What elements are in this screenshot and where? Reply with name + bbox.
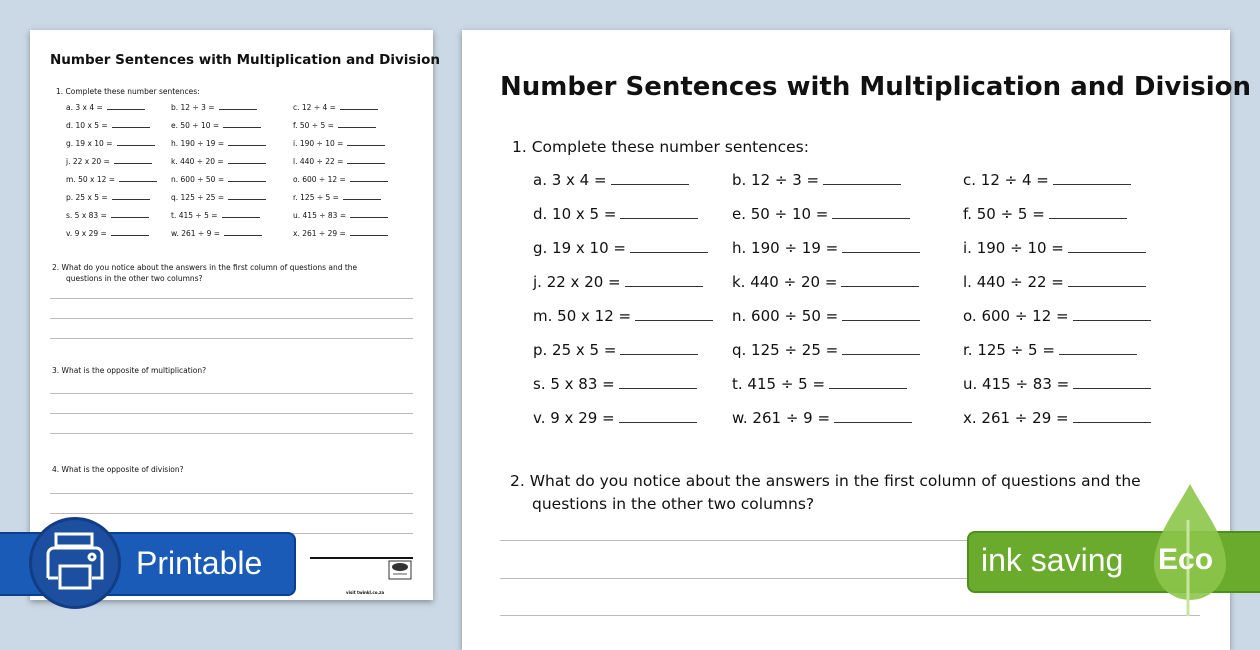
answer-blank[interactable] [841,286,919,287]
answer-line [50,433,413,434]
number-sentence [171,175,266,184]
sentence-text: x. 261 ÷ 29 = [963,409,1069,427]
sentence-text: o. 600 ÷ 12 = [963,307,1069,325]
answer-blank[interactable] [340,109,378,110]
sentence-text: m. 50 x 12 = [66,175,116,184]
answer-blank[interactable] [635,320,713,321]
answer-blank[interactable] [1059,354,1137,355]
answer-blank[interactable] [350,181,388,182]
number-sentence [66,175,157,184]
number-sentence [732,409,912,427]
number-sentence [293,175,388,184]
sentence-text: n. 600 ÷ 50 = [171,175,225,184]
answer-blank[interactable] [1053,184,1131,185]
answer-line [50,338,413,339]
answer-blank[interactable] [1073,422,1151,423]
number-sentence [66,139,155,148]
answer-blank[interactable] [107,109,145,110]
answer-blank[interactable] [823,184,901,185]
answer-blank[interactable] [223,127,261,128]
number-sentence [533,273,703,291]
answer-blank[interactable] [842,354,920,355]
sentence-text: t. 415 ÷ 5 = [171,211,218,220]
sentence-text: a. 3 x 4 = [533,171,607,189]
question-2-line-2: questions in the other two columns? [66,274,203,283]
question-4: 4. What is the opposite of division? [52,465,184,474]
number-sentence [533,307,713,325]
sentence-text: q. 125 ÷ 25 = [732,341,839,359]
answer-line [500,615,1200,616]
answer-line [50,513,413,514]
worksheet-title: Number Sentences with Multiplication and Division [50,52,440,68]
answer-blank[interactable] [1073,320,1151,321]
answer-blank[interactable] [1068,252,1146,253]
number-sentence [66,229,149,238]
answer-blank[interactable] [228,181,266,182]
answer-blank[interactable] [1073,388,1151,389]
sentence-text: k. 440 ÷ 20 = [171,157,224,166]
footer-text: visit twinkl.co.za [346,590,385,595]
sentence-text: w. 261 ÷ 9 = [732,409,831,427]
sentence-text: l. 440 ÷ 22 = [963,273,1064,291]
number-sentence [732,341,920,359]
answer-blank[interactable] [347,163,385,164]
sentence-text: e. 50 ÷ 10 = [732,205,829,223]
printer-icon [29,517,121,609]
sentence-text: m. 50 x 12 = [533,307,632,325]
sentence-text: s. 5 x 83 = [533,375,615,393]
number-sentence [533,375,697,393]
number-sentence [732,375,907,393]
answer-line [50,298,413,299]
question-2-line-1: 2. What do you notice about the answers in the first column of questions and the [52,263,358,272]
number-sentence [533,239,708,257]
twinkl-logo-icon [388,560,412,580]
answer-blank[interactable] [620,354,698,355]
answer-blank[interactable] [834,422,912,423]
sentence-text: b. 12 ÷ 3 = [732,171,820,189]
answer-blank[interactable] [111,235,149,236]
number-sentence [293,211,388,220]
sentence-text: l. 440 ÷ 22 = [293,157,344,166]
number-sentence [963,171,1131,189]
sentence-text: c. 12 ÷ 4 = [293,103,336,112]
sentence-text: v. 9 x 29 = [66,229,107,238]
footer-line [310,557,413,559]
number-sentence [171,157,266,166]
answer-blank[interactable] [228,199,266,200]
answer-blank[interactable] [1068,286,1146,287]
answer-blank[interactable] [625,286,703,287]
answer-blank[interactable] [228,145,266,146]
answer-blank[interactable] [219,109,257,110]
answer-blank[interactable] [832,218,910,219]
sentence-text: r. 125 ÷ 5 = [293,193,339,202]
sentence-text: t. 415 ÷ 5 = [732,375,826,393]
answer-blank[interactable] [611,184,689,185]
answer-line [50,413,413,414]
sentence-text: r. 125 ÷ 5 = [963,341,1055,359]
eco-label: Eco [1158,543,1214,576]
number-sentence [171,139,266,148]
number-sentence [171,121,261,130]
answer-blank[interactable] [842,320,920,321]
sentence-text: j. 22 x 20 = [533,273,621,291]
sentence-text: s. 5 x 83 = [66,211,107,220]
answer-blank[interactable] [350,235,388,236]
number-sentence [293,157,385,166]
answer-blank[interactable] [222,217,260,218]
number-sentence [533,341,698,359]
sentence-text: q. 125 ÷ 25 = [171,193,225,202]
answer-line [50,318,413,319]
number-sentence [293,103,378,112]
answer-blank[interactable] [1049,218,1127,219]
number-sentence [66,157,152,166]
sentence-text: d. 10 x 5 = [533,205,617,223]
number-sentence [171,103,257,112]
answer-blank[interactable] [619,388,697,389]
answer-blank[interactable] [112,199,150,200]
number-sentence [732,205,910,223]
question-1: 1. Complete these number sentences: [512,138,809,156]
answer-blank[interactable] [350,217,388,218]
sentence-text: b. 12 ÷ 3 = [171,103,215,112]
number-sentence [963,307,1151,325]
sentence-text: x. 261 ÷ 29 = [293,229,346,238]
answer-blank[interactable] [347,145,385,146]
number-sentence [66,193,150,202]
number-sentence [732,273,919,291]
sentence-text: c. 12 ÷ 4 = [963,171,1049,189]
number-sentence [533,171,689,189]
number-sentence [171,193,266,202]
worksheet-thumbnail [30,30,440,600]
number-sentence [66,103,145,112]
ink-saving-label: ink saving [981,542,1124,578]
worksheet-title: Number Sentences with Multiplication and Division [500,72,1252,102]
sentence-text: g. 19 x 10 = [533,239,626,257]
printable-label: Printable [136,545,263,581]
number-sentence [533,409,697,427]
sentence-text: k. 440 ÷ 20 = [732,273,838,291]
sentence-text: o. 600 ÷ 12 = [293,175,346,184]
sentence-text: i. 190 ÷ 10 = [963,239,1064,257]
answer-blank[interactable] [112,127,150,128]
sentence-text: v. 9 x 29 = [533,409,615,427]
answer-blank[interactable] [114,163,152,164]
question-3: 3. What is the opposite of multiplication? [52,366,207,375]
sentence-text: g. 19 x 10 = [66,139,113,148]
answer-blank[interactable] [630,252,708,253]
sentence-text: h. 190 ÷ 19 = [171,139,225,148]
sentence-text: u. 415 ÷ 83 = [293,211,347,220]
sentence-text: h. 190 ÷ 19 = [732,239,839,257]
number-sentence [171,229,262,238]
answer-blank[interactable] [620,218,698,219]
sentence-text: f. 50 ÷ 5 = [293,121,334,130]
number-sentence [293,121,376,130]
sentence-text: e. 50 ÷ 10 = [171,121,220,130]
sentence-text: p. 25 x 5 = [533,341,617,359]
sentence-text: j. 22 x 20 = [66,157,110,166]
question-2-line-2: questions in the other two columns? [532,495,815,513]
number-sentence [732,307,920,325]
sentence-text: a. 3 x 4 = [66,103,103,112]
number-sentence [963,409,1151,427]
answer-blank[interactable] [224,235,262,236]
sentence-text: w. 261 ÷ 9 = [171,229,221,238]
answer-blank[interactable] [842,252,920,253]
sentence-text: n. 600 ÷ 50 = [732,307,839,325]
number-sentence [533,205,698,223]
sentence-text: p. 25 x 5 = [66,193,108,202]
number-sentence [963,239,1146,257]
answer-blank[interactable] [117,145,155,146]
answer-line [50,493,413,494]
answer-blank[interactable] [111,217,149,218]
sentence-text: u. 415 ÷ 83 = [963,375,1070,393]
question-1: 1. Complete these number sentences: [56,87,200,96]
number-sentence [732,171,901,189]
answer-blank[interactable] [343,199,381,200]
number-sentence [293,229,388,238]
sentence-text: f. 50 ÷ 5 = [963,205,1045,223]
number-sentence [293,139,385,148]
answer-line [50,393,413,394]
sentence-text: i. 190 ÷ 10 = [293,139,344,148]
answer-blank[interactable] [119,181,157,182]
answer-blank[interactable] [619,422,697,423]
answer-blank[interactable] [338,127,376,128]
number-sentence [66,211,149,220]
number-sentence [732,239,920,257]
number-sentence [171,211,260,220]
number-sentence [293,193,381,202]
answer-blank[interactable] [228,163,266,164]
question-2-line-1: 2. What do you notice about the answers in the first column of questions and the [510,472,1141,490]
number-sentence [66,121,150,130]
answer-blank[interactable] [829,388,907,389]
number-sentence [963,375,1151,393]
number-sentence [963,273,1146,291]
number-sentence [963,341,1137,359]
number-sentence [963,205,1127,223]
sentence-text: d. 10 x 5 = [66,121,108,130]
